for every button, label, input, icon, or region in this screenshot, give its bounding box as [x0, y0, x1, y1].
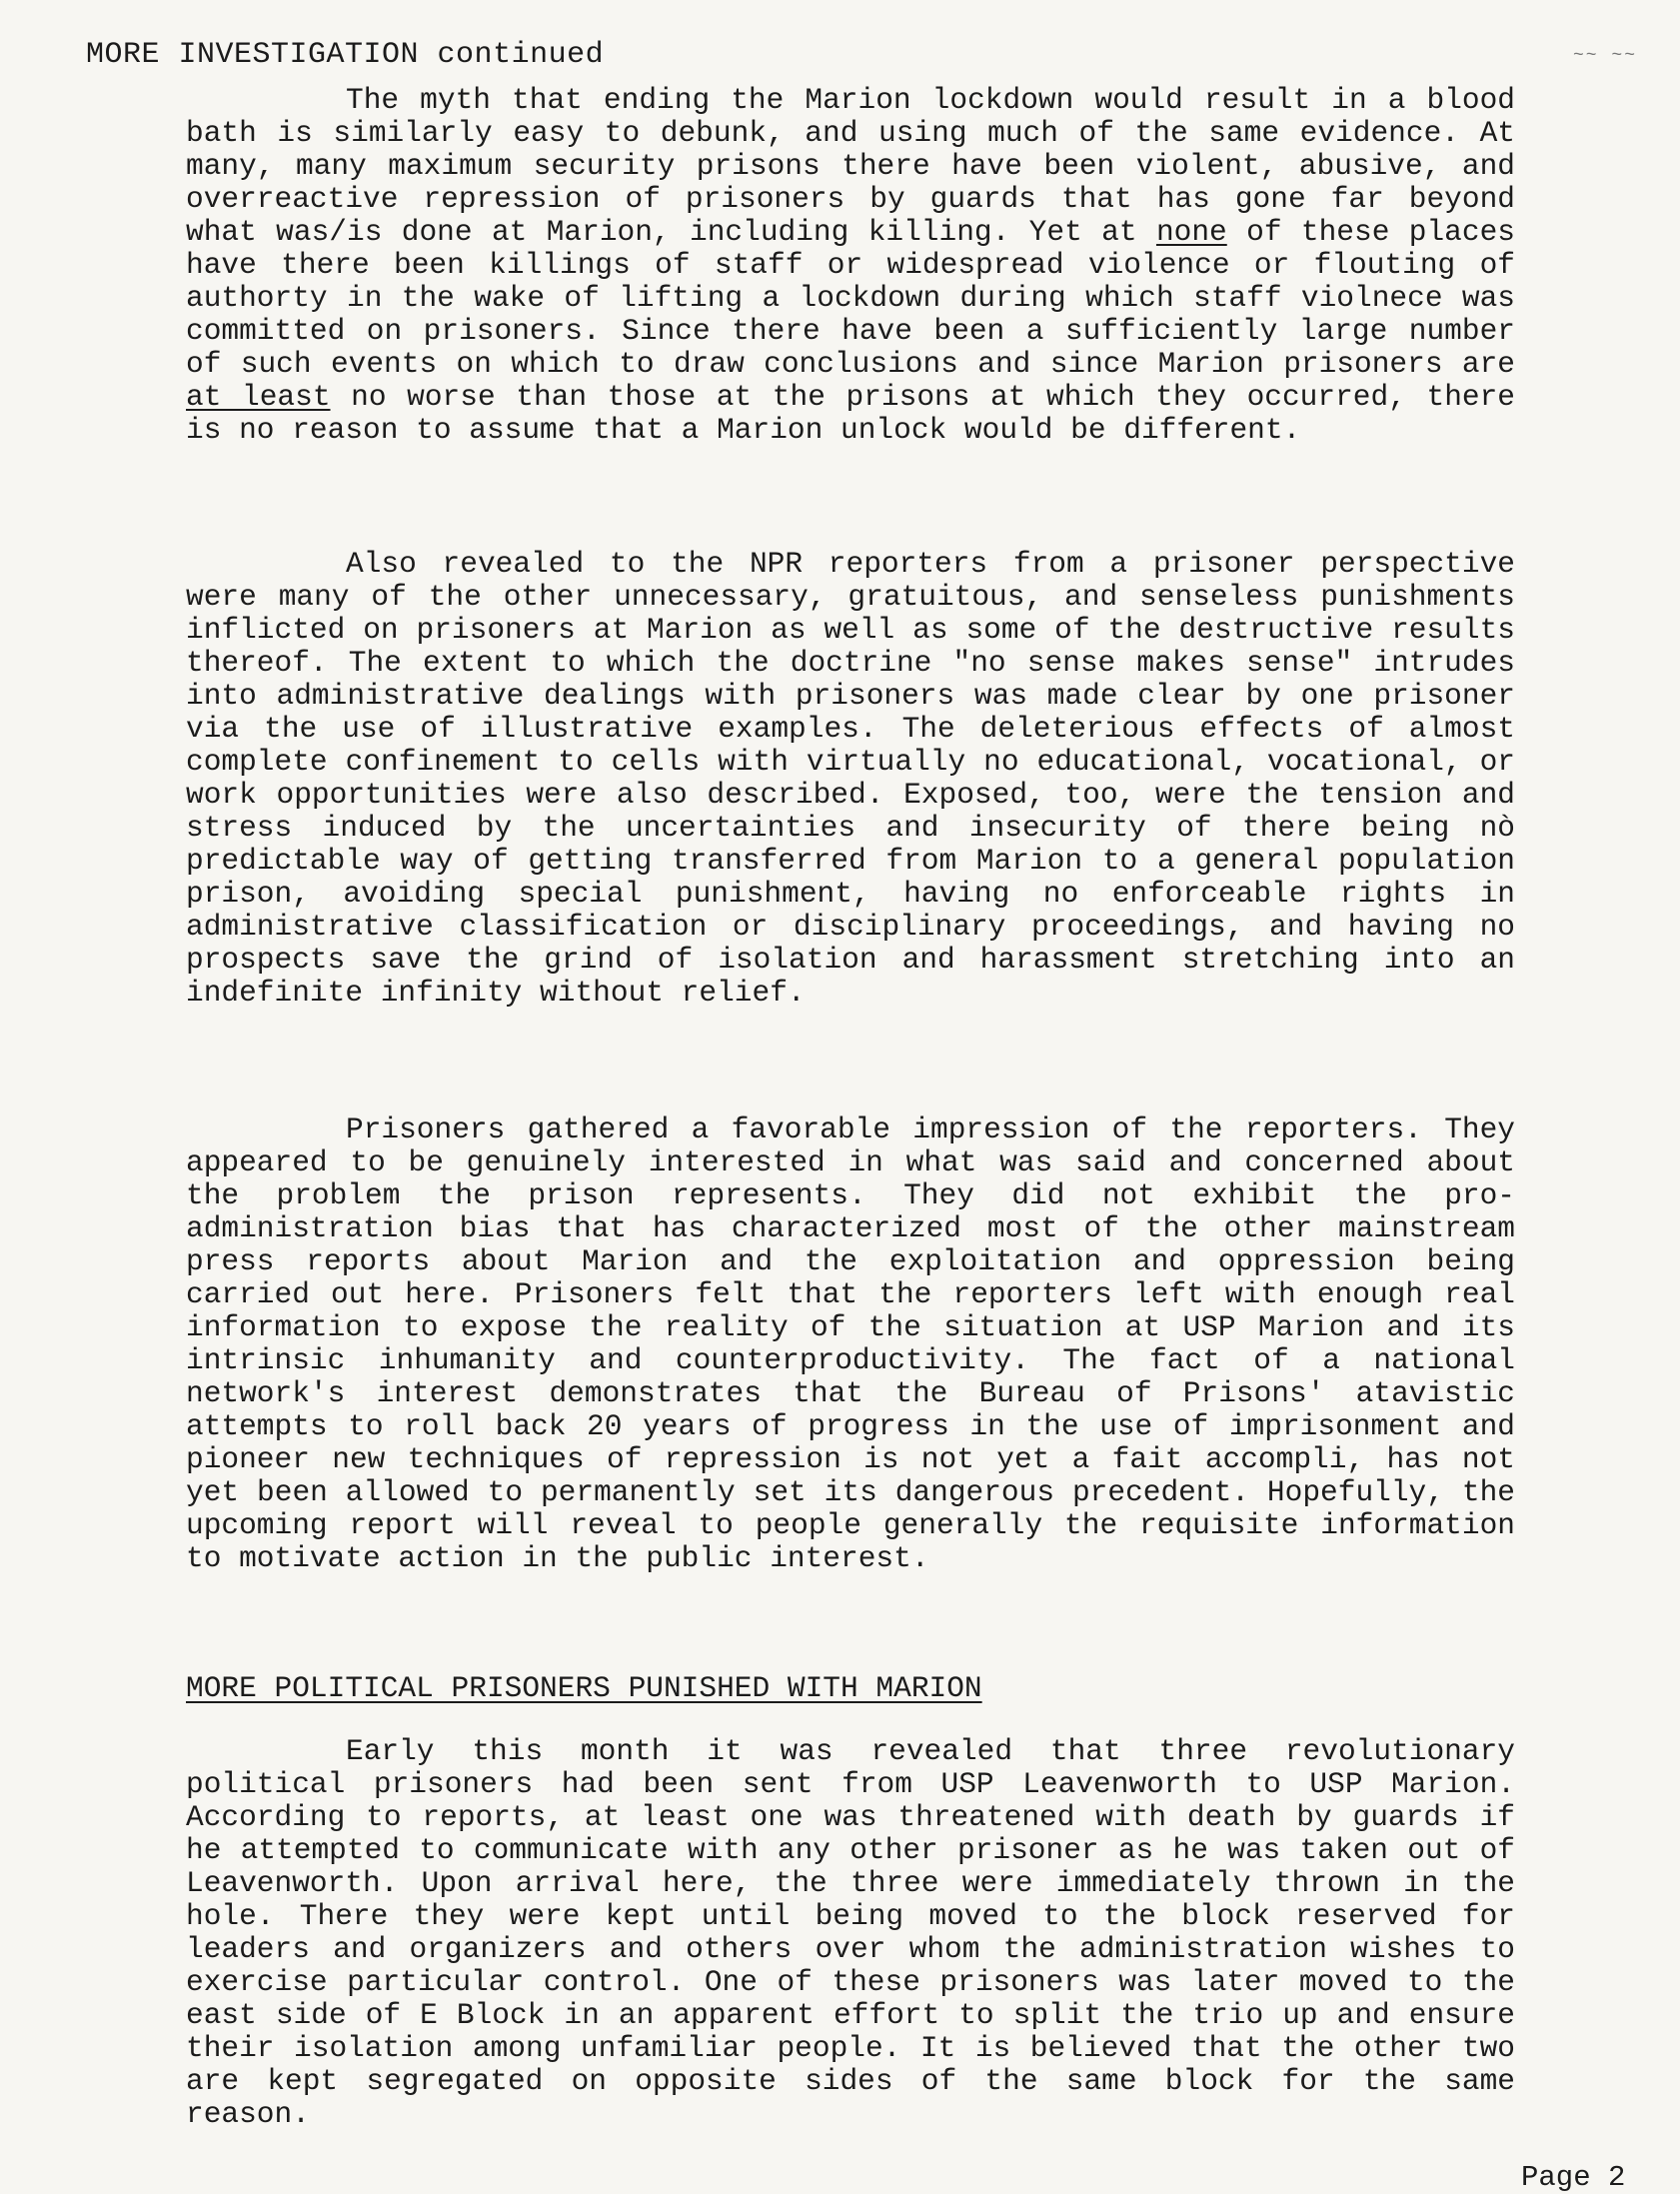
section-heading: MORE POLITICAL PRISONERS PUNISHED WITH MARION [186, 1671, 982, 1705]
paragraph-text: The myth that ending the Marion lockdown would result in a blood bath is similarly easy to debunk, and using much of the same evidence. At many, many maximum security prisons there have been violent, abusive, and overreactive repression of prisoners by guards that has gone far beyond what was/is done at Marion, including killing. Yet at [186, 83, 1515, 249]
running-header: MORE INVESTIGATION continued [86, 38, 605, 72]
paragraph-text: Early this month it was revealed that three revolutionary political prisoners had been sent from USP Leavenworth to USP Marion. According to reports, at least one was threatened with death by guards if he attempted to communicate with any other prisoner as he was taken out of Leavenworth. Upon arrival here, the three were immediately thrown in the hole. There they were kept until being moved to the block reserved for leaders and organizers and others over whom the administration wishes to exercise particular control. One of these prisoners was later moved to the east side of E Block in an apparent effort to split the trio up and ensure their isolation among unfamiliar people. It is believed that the other two are kept segregated on opposite sides of the same block for the same reason. [186, 1734, 1515, 2131]
paragraph-text: no worse than those at the prisons at which they occurred, there is no reason to assume that a Marion unlock would be different. [186, 380, 1516, 447]
page-number: Page 2 [1521, 2161, 1626, 2194]
underlined-at-least: at least [186, 380, 331, 414]
paragraph-political-prisoners [186, 1735, 1515, 2131]
paragraph-blood-bath [186, 84, 1515, 447]
paragraph-npr-revealed [186, 548, 1515, 1010]
underlined-none: none [1155, 215, 1227, 249]
paragraph-text: of these places have there been killings of staff or widespread violence or flouting of authorty in the wake of lifting a lockdown during which staff violnece was committed on prisoners. Since there have been a sufficiently large number of such events on which to draw conclusions and since Marion prisoners are [186, 215, 1515, 381]
paragraph-text: Prisoners gathered a favorable impression of the reporters. They appeared to be genuinely interested in what was said and concerned about the problem the prison represents. They did not exhibit the pro-administration bias that has characterized most of the other mainstream press reports about Marion and the exploitation and oppression being carried out here. Prisoners felt that the reporters left with enough real information to expose the reality of the situation at USP Marion and its intrinsic inhumanity and counterproductivity. The fact of a national network's interest demonstrates that the Bureau of Prisons' atavistic attempts to roll back 20 years of progress in the use of imprisonment and pioneer new techniques of repression is not yet a fait accompli, has not yet been allowed to permanently set its dangerous precedent. Hopefully, the upcoming report will reveal to people generally the requisite information to motivate action in the public interest. [186, 1112, 1515, 1575]
paragraph-reporters-impression [186, 1113, 1515, 1575]
corner-marks: ~~ ~~ [1573, 46, 1638, 66]
paragraph-text: Also revealed to the NPR reporters from a prisoner perspective were many of the other unnecessary, gratuitous, and senseless punishments inflicted on prisoners at Marion as well as some of the destructive results thereof. The extent to which the doctrine "no sense makes sense" intrudes into administrative dealings with prisoners was made clear by one prisoner via the use of illustrative examples. The deleterious effects of almost complete confinement to cells with virtually no educational, vocational, or work opportunities were also described. Exposed, too, were the tension and stress induced by the uncertainties and insecurity of there being nò predictable way of getting transferred from Marion to a general population prison, avoiding special punishment, having no enforceable rights in administrative classification or disciplinary proceedings, and having no prospects save the grind of isolation and harassment stretching into an indefinite infinity without relief. [186, 547, 1515, 1010]
